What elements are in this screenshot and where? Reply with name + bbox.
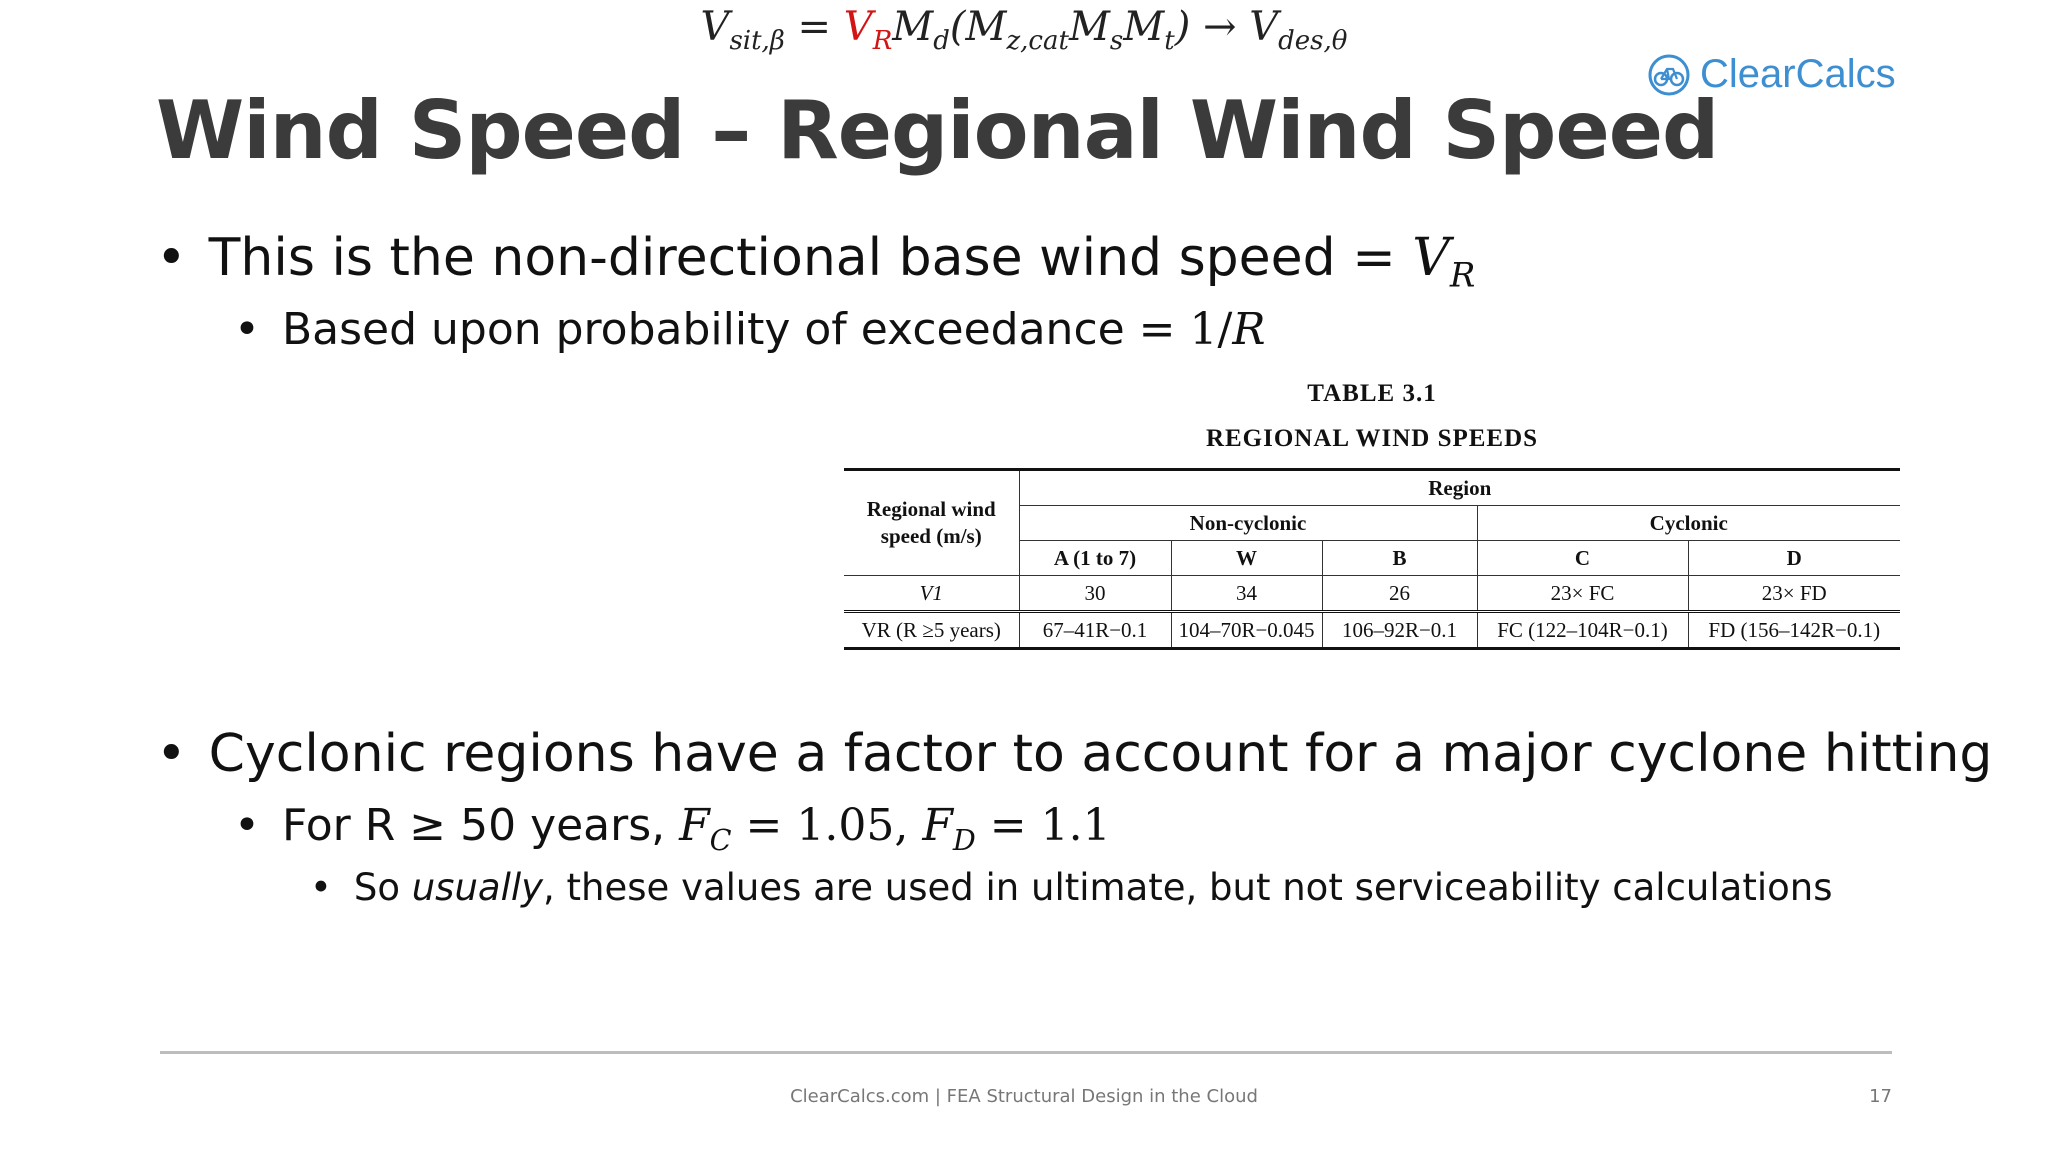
table-cell: 30 [1019,576,1171,612]
row-label: V1 [844,576,1019,612]
table-cell: 67–41R−0.1 [1019,612,1171,649]
region-header: Region [1019,470,1900,506]
table-cell: 23× FD [1688,576,1900,612]
footer-divider [160,1051,1892,1054]
group-header: Non-cyclonic [1019,506,1477,541]
table-cell: FD (156–142R−0.1) [1688,612,1900,649]
column-header: W [1171,541,1322,576]
table-label: TABLE 3.1 [1307,380,1437,407]
formula: $V_{sit,\beta} = V_RM_d(M_{z,cat}M_sM_t) \to V_{des,\theta}$ [700,4,1348,56]
table-row [844,576,1900,612]
regional-wind-speeds-table [844,468,1900,650]
column-header: C [1477,541,1688,576]
bullet-dot: • [234,800,260,851]
group-header: Cyclonic [1477,506,1900,541]
bullet-dot: • [310,866,332,909]
table-cell: FC (122–104R−0.1) [1477,612,1688,649]
column-header: D [1688,541,1900,576]
bullet-factors: • For R ≥ 50 years, $F_C = 1.05$, $F_D = 1.1$ [234,800,1111,857]
table-cell: 34 [1171,576,1322,612]
column-header: B [1322,541,1477,576]
logo-text: ClearCalcs [1700,52,1896,96]
column-header: A (1 to 7) [1019,541,1171,576]
bullet-dot: • [156,228,187,288]
table-caption: REGIONAL WIND SPEEDS [1205,425,1539,452]
bullet-dot: • [234,304,260,355]
table-cell: 23× FC [1477,576,1688,612]
table-cell: 26 [1322,576,1477,612]
table-row [844,612,1900,649]
row-header-cell: Regional wind speed (m/s) [844,470,1019,576]
table-cell: 104–70R−0.045 [1171,612,1322,649]
footer-text: ClearCalcs.com | FEA Structural Design in the Cloud [790,1086,1258,1107]
vr-highlight: $V_R$ [843,4,893,56]
table-cell: 106–92R−0.1 [1322,612,1477,649]
slide-title: Wind Speed – Regional Wind Speed [156,84,1719,177]
bullet-probability: • Based upon probability of exceedance = 1/R [234,304,1266,355]
row-label: VR (R ≥5 years) [844,612,1019,649]
bullet-base-wind-speed: • This is the non-directional base wind speed = $V_R$ [156,228,1476,295]
page-number: 17 [1869,1086,1892,1107]
bullet-cyclonic-regions: • Cyclonic regions have a factor to account for a major cyclone hitting [156,724,1993,784]
bullet-dot: • [156,724,187,784]
bullet-usually: • So usually, these values are used in ultimate, but not serviceability calculations [310,866,1833,909]
